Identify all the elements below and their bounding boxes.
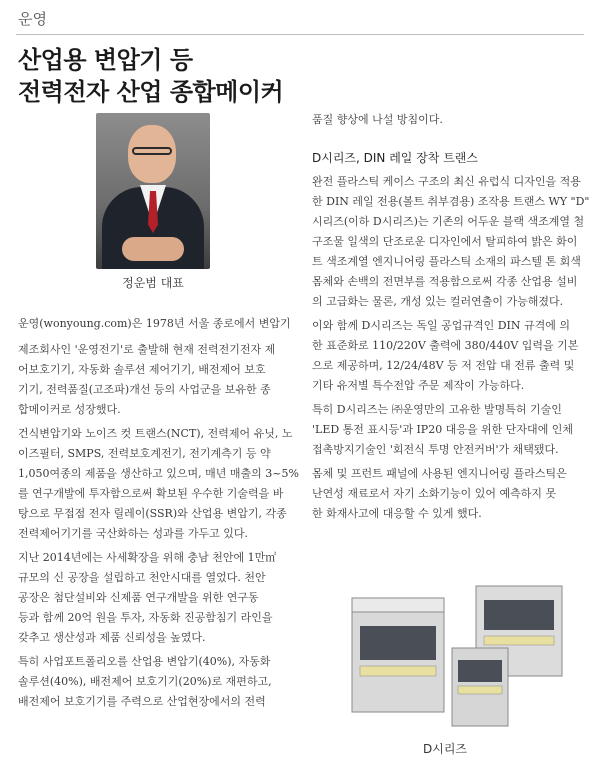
body-line: 의 고급화는 물론, 개성 있는 컬러연출이 가능해졌다. <box>312 295 564 308</box>
body-line: 특히 사업포트폴리오를 산업용 변압기(40%), 자동화 <box>18 655 271 668</box>
body-line: 운영(wonyoung.com)은 1978년 서울 종로에서 변압기 <box>18 317 291 330</box>
portrait-hands <box>122 237 184 261</box>
body-line: 등과 함께 20억 원을 투자, 자동화 진공함침기 라인을 <box>18 611 273 624</box>
body-line: 한 화재사고에 대응할 수 있게 했다. <box>312 507 482 520</box>
body-line: 한 DIN 레일 전용(볼트 취부겸용) 조작용 트랜스 WY "D" <box>312 195 590 208</box>
body-line: 시리즈(이하 D시리즈)는 기존의 어두운 블랙 색조계열 철 <box>312 215 585 228</box>
body-line: 이와 함께 D시리즈는 독일 공업규격인 DIN 규격에 의 <box>312 319 570 332</box>
body-line: 공장은 첨단설비와 신제품 연구개발을 위한 연구동 <box>18 591 259 604</box>
section-label: 운영 <box>18 10 47 28</box>
body-line: 전력제어기기를 국산화하는 성과를 가두고 있다. <box>18 527 249 540</box>
body-line: 난연성 재료로서 자기 소화기능이 있어 예측하지 못 <box>312 487 557 500</box>
body-line: 몸체와 손백의 전면부를 적용함으로써 각종 산업용 설비 <box>312 275 578 288</box>
body-line: 탕으로 무접점 전자 릴레이(SSR)와 산업용 변압기, 각종 <box>18 507 287 520</box>
body-line: 어보호기기, 자동화 솔루션 제어기기, 배전제어 보호 <box>18 363 266 376</box>
body-line: 품질 향상에 나설 방침이다. <box>312 113 443 126</box>
product-unit-small-terminals <box>458 686 502 694</box>
body-line: 구조물 일색의 단조로운 디자인에서 탈피하여 밝은 화이 <box>312 235 578 248</box>
product-unit-large-terminals <box>360 666 436 676</box>
headline-line-2: 전력전자 산업 종합메이커 <box>18 78 284 106</box>
portrait-glasses <box>132 147 172 155</box>
photo-caption: 정운범 대표 <box>122 276 184 290</box>
right-column <box>312 110 590 524</box>
body-line: 이즈필터, SMPS, 전력보호계전기, 전기계측기 등 약 <box>18 447 271 460</box>
left-column <box>18 314 299 712</box>
body-line: 배전제어 보호기기를 주력으로 산업현장에서의 전력 <box>18 695 266 708</box>
body-line: 1,050여종의 제품을 생산하고 있으며, 매년 매출의 3~5% <box>18 467 299 480</box>
body-line: 제조회사인 '운영전기'로 출발해 현재 전력전기전자 제 <box>18 343 276 356</box>
body-line: 솔루션(40%), 배전제어 보호기기(20%)로 재편하고, <box>18 675 272 688</box>
body-line: 합메이커로 성장했다. <box>18 403 121 416</box>
product-unit-large-front <box>360 626 436 660</box>
body-line: 규모의 신 공장을 설립하고 천안시대를 열었다. 천안 <box>18 571 266 584</box>
body-line: 기타 유저별 특수전압 주문 제작이 가능하다. <box>312 379 525 392</box>
body-line: 완전 플라스틱 케이스 구조의 최신 유럽식 디자인을 적용 <box>312 175 581 188</box>
body-line: 'LED 통전 표시등'과 IP20 대응을 위한 단자대에 인체 <box>312 423 574 436</box>
product-unit-large-top <box>352 598 444 612</box>
body-line: 몸체 및 프런트 패널에 사용된 엔지니어링 플라스틱은 <box>312 467 567 480</box>
product-unit-right-terminals <box>484 636 554 645</box>
ceo-portrait-photo <box>96 113 210 269</box>
body-line: 한 표준화로 110/220V 출력에 380/440V 입력을 기본 <box>312 339 579 352</box>
body-line: 기기, 전력품질(고조파)개선 등의 사업군을 보유한 종 <box>18 383 271 396</box>
body-line: 접촉방지기술인 '회전식 투명 안전커버'가 채택됐다. <box>312 443 559 456</box>
section-divider <box>16 34 584 35</box>
body-line: 트 색조계열 엔지니어링 플라스틱 소재의 파스텔 톤 회색 <box>312 255 581 268</box>
body-line: 지난 2014년에는 사세확장을 위해 충남 천안에 1만㎡ <box>18 551 277 564</box>
d-series-product-image <box>340 574 590 734</box>
article-headline <box>18 44 283 108</box>
body-line: 를 연구개발에 투자함으로써 확보된 우수한 기술력을 바 <box>18 487 284 500</box>
body-line: 건식변압기와 노이즈 컷 트랜스(NCT), 전력제어 유닛, 노 <box>18 427 293 440</box>
body-line: 으로 제공하며, 12/24/48V 등 저 전압 대 전류 출력 및 <box>312 359 575 372</box>
section-subheading: D시리즈, DIN 레일 장착 트랜스 <box>312 151 478 165</box>
headline-line-1: 산업용 변압기 등 <box>18 46 193 74</box>
body-line: 갖추고 생산성과 제품 신뢰성을 높였다. <box>18 631 206 644</box>
product-unit-small-front <box>458 660 502 682</box>
product-caption: D시리즈 <box>422 742 468 756</box>
product-unit-right-front <box>484 600 554 630</box>
body-line: 특히 D시리즈는 ㈜운영만의 고유한 발명특허 기술인 <box>312 403 562 416</box>
